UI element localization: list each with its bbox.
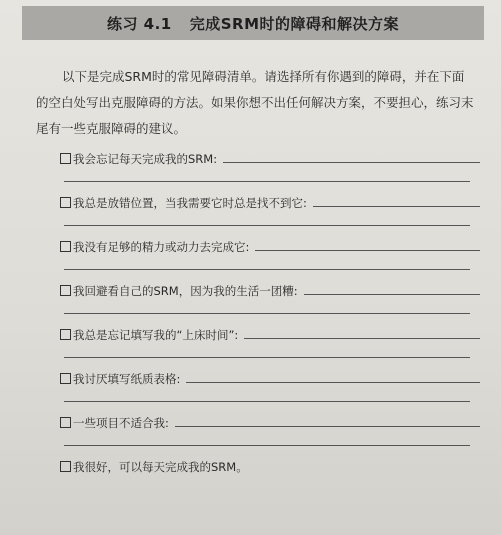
answer-line-2[interactable] bbox=[64, 181, 470, 182]
intro-text: 以下是完成SRM时的常见障碍清单。请选择所有你遇到的障碍，并在下面的空白处写出克服障碍的方法。如果你想不出任何解决方案，不要担心，练习末尾有一些克服障碍的建议。 bbox=[36, 69, 474, 136]
checklist-item bbox=[60, 147, 480, 191]
checklist-item bbox=[60, 323, 480, 367]
answer-line[interactable] bbox=[186, 381, 480, 383]
checklist-item bbox=[60, 279, 480, 323]
exercise-number: 练习 4.1 bbox=[106, 14, 172, 33]
answer-line-2[interactable] bbox=[64, 313, 470, 314]
item-label: 我会忘记每天完成我的SRM: bbox=[73, 152, 218, 166]
item-label: 一些项目不适合我: bbox=[73, 416, 169, 430]
answer-line[interactable] bbox=[223, 161, 480, 163]
answer-line-2[interactable] bbox=[64, 225, 470, 226]
answer-line-2[interactable] bbox=[64, 401, 470, 402]
answer-line[interactable] bbox=[255, 249, 480, 251]
answer-line[interactable] bbox=[313, 205, 480, 207]
answer-line-2[interactable] bbox=[64, 357, 470, 358]
checkbox[interactable] bbox=[60, 241, 71, 252]
checkbox[interactable] bbox=[60, 417, 71, 428]
checklist-item bbox=[60, 411, 480, 455]
item-label: 我回避看自己的SRM，因为我的生活一团糟: bbox=[73, 284, 298, 298]
exercise-title: 完成SRM时的障碍和解决方案 bbox=[189, 14, 400, 33]
answer-line[interactable] bbox=[175, 425, 480, 427]
item-label: 我很好，可以每天完成我的SRM。 bbox=[73, 460, 248, 474]
checklist-item bbox=[60, 235, 480, 279]
checkbox[interactable] bbox=[60, 329, 71, 340]
answer-line-2[interactable] bbox=[64, 445, 470, 446]
item-label: 我讨厌填写纸质表格: bbox=[73, 372, 181, 386]
checklist-item bbox=[60, 367, 480, 411]
checkbox[interactable] bbox=[60, 197, 71, 208]
answer-line-2[interactable] bbox=[64, 269, 470, 270]
checkbox[interactable] bbox=[60, 373, 71, 384]
answer-line[interactable] bbox=[304, 293, 480, 295]
obstacle-checklist bbox=[60, 147, 480, 499]
answer-line[interactable] bbox=[244, 337, 480, 339]
item-label: 我总是放错位置，当我需要它时总是找不到它: bbox=[73, 196, 307, 210]
item-label: 我没有足够的精力或动力去完成它: bbox=[73, 240, 250, 254]
checkbox[interactable] bbox=[60, 285, 71, 296]
checkbox[interactable] bbox=[60, 153, 71, 164]
exercise-header bbox=[22, 6, 484, 40]
checklist-item bbox=[60, 455, 480, 499]
intro-paragraph bbox=[36, 64, 474, 142]
checklist-item bbox=[60, 191, 480, 235]
item-label: 我总是忘记填写我的“上床时间”: bbox=[73, 328, 239, 342]
checkbox[interactable] bbox=[60, 461, 71, 472]
